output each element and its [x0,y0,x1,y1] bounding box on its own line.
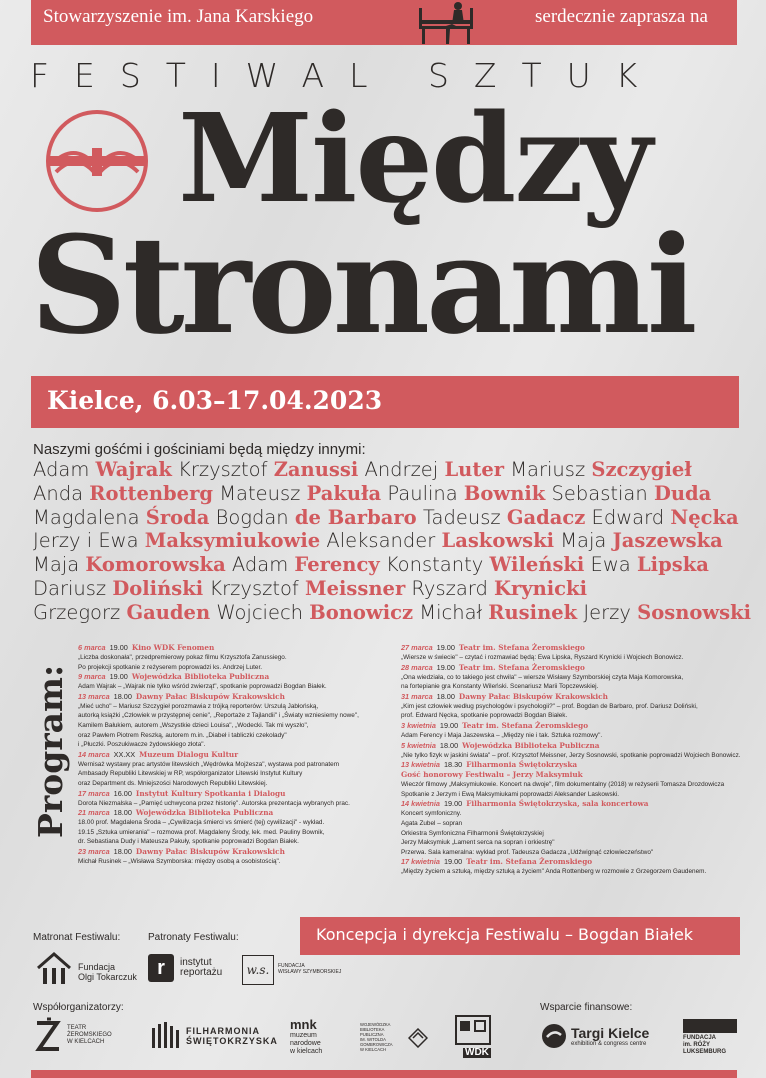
guest-first-name: Ryszard [405,576,495,600]
event-header [401,692,741,702]
guest-first-name: Mariusz [504,458,592,481]
event-header [78,672,398,682]
event-description-line: „Ona wiedziała, co to takiego jest chwila" – wiersze Wisławy Szymborskiej czyta Maja Komorowska, [401,673,684,681]
guest-last-name: Wileński [489,553,585,577]
program-event [78,643,398,672]
date-bar: Kielce, 6.03–17.04.2023 [31,376,739,428]
program-event [78,692,398,750]
event-description-line: Spotkanie z Jerzym i Ewą Maksymiukami poprowadzi Aleksander Laskowski. [401,790,620,798]
event-description-line: autorką książki „Człowiek w przystępnej cenie", „Reportaże z Tajlandii" i „Światy wzniesiemy nowe", [78,712,359,720]
program-label: Program: [31,664,70,838]
event-description-line: prof. Edward Nęcka, spotkanie poprowadzi Bogdan Białek. [401,712,568,720]
event-description-line: i „Płuczki. Poszukiwacze żydowskiego złota". [78,741,206,749]
event-venue: Teatr im. Stefana Żeromskiego [458,643,585,652]
bottom-bar [31,1070,737,1078]
guest-row [33,458,733,482]
roza-line-2: im. RÓŻY [683,1042,711,1048]
program-event [78,808,398,847]
program-event [401,857,741,877]
wbp-line-5: GOMBROWICZA [360,1042,393,1047]
event-venue: Wojewódzka Biblioteka Publiczna [135,808,274,818]
title-line-1: Między [178,86,651,230]
patronaty-label: Patronaty Festiwalu: [148,932,239,943]
guest-last-name: Luter [444,458,505,481]
program-event [401,663,741,692]
event-venue: Teatr im. Stefana Żeromskiego [466,857,593,867]
event-description-line: „Wiersze w świecie" – czytać i rozmawiać będą: Ewa Lipska, Ryszard Krynicki i Wojciech Bonowicz. [401,654,684,661]
event-venue: Teatr im. Stefana Żeromskiego [458,662,585,672]
guest-first-name: Paulina [381,481,464,505]
guest-first-name: Magdalena [33,505,146,529]
event-time: 18.00 [436,691,455,701]
guest-last-name: Jaszewska [612,529,723,553]
guest-last-name: Lipska [636,553,709,577]
event-venue: Wojewódzka Biblioteka Publiczna [462,740,600,750]
direction-bar: Koncepcja i dyrekcja Festiwalu – Bogdan Białek [300,917,740,955]
event-header [401,721,741,731]
guest-first-name: Bogdan [209,505,295,529]
guest-last-name: Duda [653,481,712,505]
event-description-line: Michał Rusinek – „Wisława Szymborska: między osobą a osobistością". [78,857,281,865]
wbp-line-2: BIBLIOTEKA [360,1027,385,1032]
guest-first-name: Maja [554,529,613,553]
wbp-line-3: PUBLICZNA [360,1032,384,1037]
guest-last-name: Komorowska [85,553,226,577]
guest-first-name: Ewa [584,553,637,577]
event-venue: Dawny Pałac Biskupów Krakowskich [135,846,285,856]
guest-first-name: Dariusz [33,576,113,600]
event-description-line: oraz Department ds. Mniejszości Narodowych Republiki Litewskiej. [78,779,268,787]
event-description-line: oraz Pawłem Piotrem Reszką, autorem m.in. „Diabeł i tabliczki czekolady" [78,731,287,739]
muzeum-mark: mnk [290,1017,317,1032]
wsparcie-label: Wsparcie finansowe: [540,1002,633,1013]
filharmonia-line-2: ŚWIĘTOKRZYSKA [186,1036,278,1046]
program-event [401,643,741,663]
event-header [78,643,398,653]
program-column-right [401,643,741,877]
teatr-z-icon [33,1017,63,1057]
guest-last-name: Zanussi [273,458,359,481]
event-header [401,857,741,867]
event-description-line: dr. Sebastiana Dudy i Mateusza Pakuły, spotkanie poprowadzi Bogdan Białek. [78,838,299,846]
guest-last-name: Rottenberg [89,481,213,505]
event-date: 6 marca [78,643,106,652]
filharmonia-line-1: FILHARMONIA [186,1026,260,1036]
guest-last-name: Nęcka [670,505,739,529]
open-book-logo-icon [34,108,160,214]
event-header [78,847,398,857]
targi-name: Targi Kielce [571,1025,650,1041]
event-header [401,760,741,770]
guest-first-name: Edward [585,505,671,529]
guest-last-name: Środa [145,505,210,529]
teatr-line-1: TEATR [67,1025,87,1031]
wbp-line-6: W KIELCACH [360,1047,387,1052]
program-column-left [78,643,398,867]
event-venue: Teatr im. Stefana Żeromskiego [462,720,589,730]
invites-text: serdecznie zaprasza na [535,6,708,27]
event-date: 9 marca [78,672,106,682]
event-venue: Wojewódzka Biblioteka Publiczna [131,672,270,682]
event-date: 14 marca [78,749,110,759]
event-description-line: Po projekcji spotkanie z reżyserem poprowadzi ks. Andrzej Luter. [78,663,262,671]
guest-last-name: Pakuła [306,481,382,505]
guest-last-name: Gauden [126,600,211,624]
guest-last-name: Bownik [463,481,546,505]
header-bar [31,0,737,45]
event-time: 16.00 [113,788,132,798]
guest-list [33,458,752,625]
event-venue: Instytut Kultury Spotkania i Dialogu [135,788,286,798]
organizer-text: Stowarzyszenie im. Jana Karskiego [43,6,314,27]
teatr-line-2: ŻEROMSKIEGO [67,1032,112,1038]
event-date: 14 kwietnia [401,799,440,809]
guest-first-name: Anda [33,481,90,505]
event-time: 19.00 [443,799,463,809]
event-description-line: Dorota Niezmalska – „Pamięć uchwycona przez historię". Autorska prezentacja wybranych prac. [78,799,350,807]
event-header [401,741,741,751]
event-description-line: „Mieć ucho" – Mariusz Szczygieł porozmawia z trójką reporterów: Urszulą Jabłońską, [78,702,319,710]
guest-last-name: Maksymiukowie [144,529,321,553]
event-description-line: na fortepianie gra Konstanty Wileński. Scenariusz Marii Topczewskiej. [401,683,599,691]
muzeum-line-2: narodowe [290,1040,321,1047]
program-event [401,760,741,799]
guest-first-name: Sebastian [545,481,654,505]
event-description-line: Wieczór filmowy „Maksymiukowie. Koncert na dwoje", film dokumentalny (2018) w reżyserii Tomasza Drozdowicza [401,781,725,789]
event-description-line: Orkiestra Symfoniczna Filharmonii Świętokrzyskiej [401,829,544,837]
event-description-line: „Liczba doskonała", przedpremierowy pokaz filmu Krzysztofa Zanussiego. [78,654,287,661]
event-description-line: Przerwa. Sala kameralna: wykład prof. Tadeusza Gadacza „Udźwignąć człowieczeństwo" [401,848,654,856]
event-description-line: „Nie tylko fizyk w jaskini świata" – prof. Krzysztof Meissner, Jerzy Sosnowski, spotkanie poprowadzi Wojciech Bonowicz. [401,751,741,759]
guest-first-name: Adam [225,553,295,577]
event-header [78,692,398,702]
guest-last-name: Ferency [294,553,380,577]
event-date: 5 kwietnia [401,740,436,750]
program-event [78,750,398,789]
wbp-line-1: WOJEWÓDZKA [360,1022,391,1027]
guest-last-name: Laskowski [441,529,555,553]
ws-mark: w.s. [242,955,274,985]
event-time: 18.00 [113,691,132,701]
event-description-line: Jerzy Maksymiuk „Lament serca na sopran i orkiestrę" [401,839,555,847]
program-event [78,672,398,692]
wbp-diamond-icon [408,1028,428,1048]
event-date: 13 kwietnia [401,760,440,770]
event-time: 19.00 [109,643,128,652]
otk-line-1: Fundacja [78,962,116,972]
guest-first-name: Mateusz [213,481,307,505]
event-description-line: Kamilem Bałukiem, autorem „Wszystkie dzieci Louisa", „Wodecki. Tak mi wyszło", [78,721,309,729]
instytut-line-1: instytut [180,957,212,968]
event-time: 19.00 [436,643,455,652]
ws-line-2: WISŁAWY SZYMBORSKIEJ [278,969,342,975]
organ-pipes-icon [152,1022,182,1048]
event-time: 19.00 [443,857,463,867]
event-date: 13 marca [78,691,110,701]
instytut-line-2: reportażu [180,967,223,978]
roza-block-icon [683,1019,737,1033]
guest-last-name: Bonowicz [309,600,414,624]
guest-row [33,529,733,553]
event-description-line: Adam Wajrak – „Wajrak nie tylko wśród zwierząt", spotkanie poprowadzi Bogdan Białek. [78,683,327,691]
guest-first-name: Grzegorz [33,600,127,624]
event-description-line: Agata Zubel – sopran [401,819,463,827]
guest-last-name: Rusinek [488,600,578,624]
guest-last-name: Sosnowski [637,600,752,624]
guest-last-name: Gadacz [506,505,586,529]
guest-last-name: Krynicki [494,576,587,600]
event-header [78,808,398,818]
muzeum-line-1: muzeum [290,1032,317,1039]
guest-first-name: Krzysztof [203,576,305,600]
targi-swirl-icon [541,1023,567,1049]
guest-first-name: Andrzej [358,458,445,481]
event-venue: Kino WDK Fenomen [131,643,215,652]
event-header [401,643,741,653]
otk-line-2: Olgi Tokarczuk [78,972,137,982]
guest-row [33,505,739,530]
program-event [401,721,741,741]
event-description-line: Adam Ferency i Maja Jaszewska – „Między nie i tak. Sztuka rozmowy". [401,731,603,739]
guest-row [33,482,733,506]
wspolorganizatorzy-label: Współorganizatorzy: [33,1002,124,1013]
wdk-icon [455,1015,491,1045]
event-time: 19.00 [109,672,128,682]
guest-first-name: Jerzy i Ewa [33,529,145,553]
event-date: 31 marca [401,691,433,701]
event-description-line: „Między życiem a sztuką, między sztuką a życiem" Anda Rottenberg w rozmowie z Grzegorzem Gaudenem. [401,868,707,876]
title-line-2: Stronami [30,206,694,364]
event-header [78,789,398,799]
event-date: 17 kwietnia [401,857,440,867]
program-event [401,799,741,857]
fundacja-rozy-luksemburg-logo [683,1019,737,1056]
event-date: 23 marca [78,846,110,856]
event-description-line: Wernisaż wystawy prac artystów litewskich „Wędrówka Mojżesza", wystawa pod patronatem [78,760,340,768]
event-venue: Dawny Pałac Biskupów Krakowskich [458,691,608,701]
guest-first-name: Konstanty [379,553,490,577]
guest-first-name: Michał [413,600,489,624]
event-time: 18.00 [439,740,459,750]
guest-row [33,600,752,625]
event-date: 27 marca [401,643,433,652]
muzeum-line-3: w kielcach [290,1048,323,1055]
event-venue: Filharmonia Świętokrzyska, sala koncertowa [466,799,649,809]
event-description-line: Ambasady Republiki Litewskiej w RP, współorganizator Litewski Instytut Kultury [78,770,303,778]
guest-first-name: Jerzy [577,600,638,624]
guest-last-name: Doliński [112,576,204,600]
ws-line-1: FUNDACJA [278,963,305,969]
event-date: 21 marca [78,808,110,818]
event-time: 18.30 [443,760,463,770]
program-event [78,847,398,867]
guest-last-name: de Barbaro [294,505,417,529]
guest-first-name: Krzysztof [171,458,274,481]
wbp-line-4: IM. WITOLDA [360,1037,386,1042]
roza-line-1: FUNDACJA [683,1035,716,1041]
guest-last-name: Szczygieł [591,458,692,481]
event-date: 17 marca [78,788,110,798]
wdk-text: WDK [465,1047,489,1058]
targi-sub: exhibition & congress centre [571,1041,647,1047]
event-time: 18.00 [113,808,132,818]
guest-row [33,577,733,601]
guests-intro: Naszymi gośćmi i gościniami będą między innymi: [33,441,366,458]
event-venue: Filharmonia Świętokrzyska [466,760,578,770]
event-time: XX.XX [113,749,136,759]
event-header [401,663,741,673]
teatr-line-3: W KIELCACH [67,1039,105,1045]
event-date: 3 kwietnia [401,720,436,730]
festival-heading: FESTIWAL SZTUK [30,56,663,95]
event-description-line: „Kim jest człowiek według psychologów i psychologii?" – prof. Bogdan de Barbaro, prof. Dariusz Doliński, [401,702,698,710]
event-description-line: 19.15 „Sztuka umierania" – rozmowa prof. Magdaleny Środy, lek. med. Pauliny Bownik, [78,828,325,836]
event-header [78,750,398,760]
guest-last-name: Wajrak [95,458,172,481]
event-date: 28 marca [401,662,433,672]
guest-first-name: Tadeusz [416,505,507,529]
event-time: 19.00 [439,720,459,730]
house-icon [36,952,72,986]
program-event [401,741,741,761]
bench-statue-icon [416,0,476,44]
muzeum-narodowe-logo [290,1018,322,1056]
roza-line-3: LUKSEMBURG [683,1049,726,1055]
event-time: 19.00 [436,662,455,672]
program-event [401,692,741,721]
event-subheading: Gość honorowy Festiwalu – Jerzy Maksymiuk [401,770,583,780]
event-time: 18.00 [113,846,132,856]
guest-first-name: Wojciech [210,600,310,624]
event-venue: Dawny Pałac Biskupów Krakowskich [135,691,285,701]
program-event [78,789,398,809]
matronat-label: Matronat Festiwalu: [33,932,121,943]
event-description-line: Koncert symfoniczny. [401,810,462,818]
event-header [401,799,741,809]
guest-first-name: Adam [33,458,96,481]
guest-first-name: Maja [33,553,86,577]
guest-last-name: Meissner [305,576,406,600]
reportaz-r-icon: r [148,954,174,982]
event-venue: Muzeum Dialogu Kultur [139,749,239,759]
guest-row [33,553,733,577]
event-description-line: 18.00 prof. Magdalena Środa – „Cywilizacja śmierci vs śmierć (tej) cywilizacji" - wykład. [78,819,325,827]
guest-first-name: Aleksander [320,529,442,553]
